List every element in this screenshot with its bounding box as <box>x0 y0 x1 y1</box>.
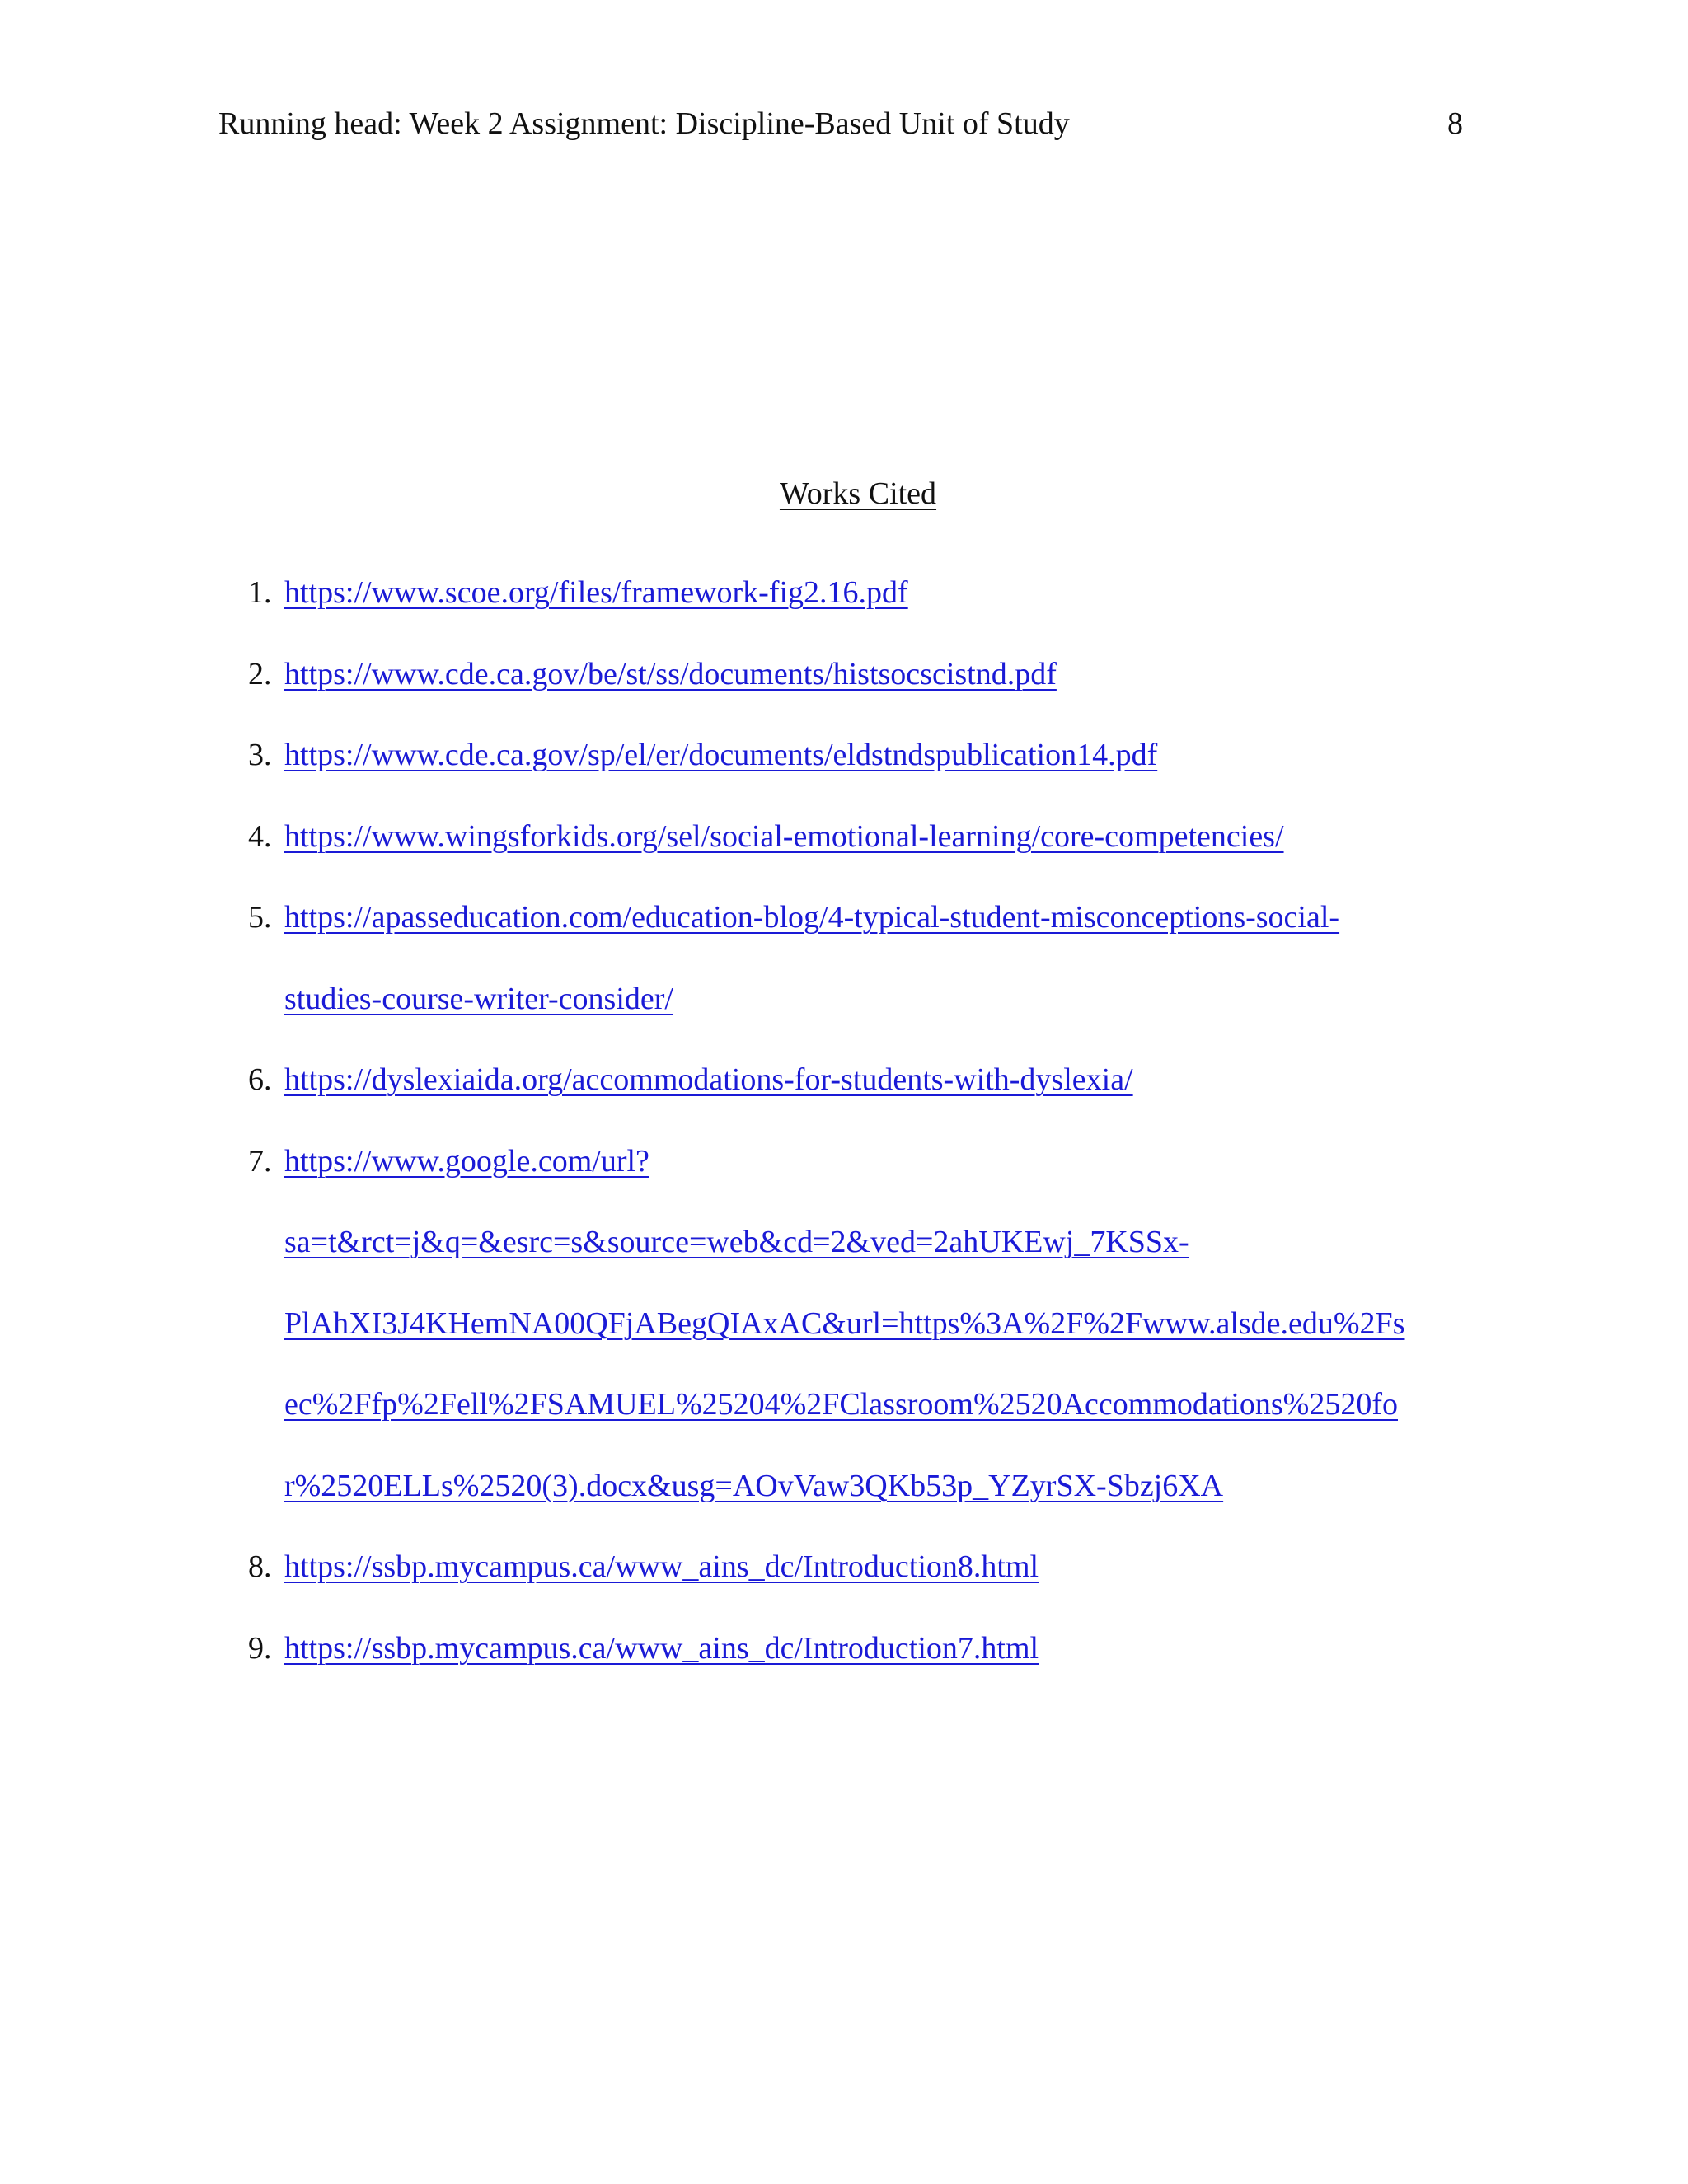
reference-number: 2. <box>248 656 272 691</box>
reference-link[interactable] <box>284 634 1479 715</box>
reference-link-line: https://www.wingsforkids.org/sel/social-emotional-learning/core-competencies/ <box>284 818 1284 854</box>
page-number: 8 <box>1447 106 1463 141</box>
reference-link-line: https://apasseducation.com/education-blog/4-typical-student-misconceptions-social- <box>284 900 1340 935</box>
reference-link-line: r%2520ELLs%2520(3).docx&usg=AOvVaw3QKb53p_YZyrSX-Sbzj6XA <box>284 1468 1224 1503</box>
reference-link-line: https://ssbp.mycampus.ca/www_ains_dc/Introduction8.html <box>284 1549 1039 1584</box>
reference-link-line: PlAhXI3J4KHemNA00QFjABegQIAxAC&url=https%3A%2F%2Fwww.alsde.edu%2Fs <box>284 1305 1405 1341</box>
reference-number: 1. <box>248 575 272 610</box>
reference-link-line: https://www.scoe.org/files/framework-fig2.16.pdf <box>284 575 908 610</box>
reference-item <box>243 715 1479 796</box>
reference-number: 8. <box>248 1549 272 1584</box>
running-head <box>218 101 1463 147</box>
reference-link-line: ec%2Ffp%2Fell%2FSAMUEL%25204%2FClassroom%2520Accommodations%2520fo <box>284 1387 1398 1422</box>
reference-item <box>243 1121 1479 1527</box>
reference-item <box>243 1039 1479 1121</box>
reference-item <box>243 552 1479 634</box>
works-cited-heading: Works Cited <box>779 476 937 511</box>
reference-link[interactable] <box>284 796 1479 878</box>
reference-link-line: https://www.google.com/url? <box>284 1143 649 1179</box>
reference-link-line: https://dyslexiaida.org/accommodations-for-students-with-dyslexia/ <box>284 1062 1133 1097</box>
reference-list <box>243 552 1479 1689</box>
reference-item <box>243 1608 1479 1690</box>
reference-item <box>243 877 1479 1039</box>
reference-link[interactable] <box>284 1039 1479 1121</box>
reference-number: 5. <box>248 900 272 935</box>
reference-item <box>243 634 1479 715</box>
reference-number: 3. <box>248 738 272 772</box>
reference-link[interactable] <box>284 1608 1479 1690</box>
reference-link[interactable] <box>284 715 1479 796</box>
reference-link-line: https://www.cde.ca.gov/sp/el/er/documents/eldstndspublication14.pdf <box>284 738 1158 772</box>
reference-number: 6. <box>248 1062 272 1097</box>
reference-link-line: studies-course-writer-consider/ <box>284 981 673 1016</box>
reference-link-line: https://ssbp.mycampus.ca/www_ains_dc/Introduction7.html <box>284 1630 1039 1666</box>
reference-item <box>243 796 1479 878</box>
reference-number: 4. <box>248 818 272 854</box>
reference-item <box>243 1526 1479 1608</box>
reference-link[interactable] <box>284 1121 1479 1527</box>
reference-link[interactable] <box>284 552 1479 634</box>
running-head-title: Running head: Week 2 Assignment: Discipline-Based Unit of Study <box>218 106 1070 141</box>
reference-number: 9. <box>248 1630 272 1666</box>
reference-link-line: sa=t&rct=j&q=&esrc=s&source=web&cd=2&ved=2ahUKEwj_7KSSx- <box>284 1225 1189 1259</box>
reference-link[interactable] <box>284 877 1479 1039</box>
reference-number: 7. <box>248 1143 272 1179</box>
reference-link-line: https://www.cde.ca.gov/be/st/ss/documents/histsocscistnd.pdf <box>284 656 1057 691</box>
reference-link[interactable] <box>284 1526 1479 1608</box>
